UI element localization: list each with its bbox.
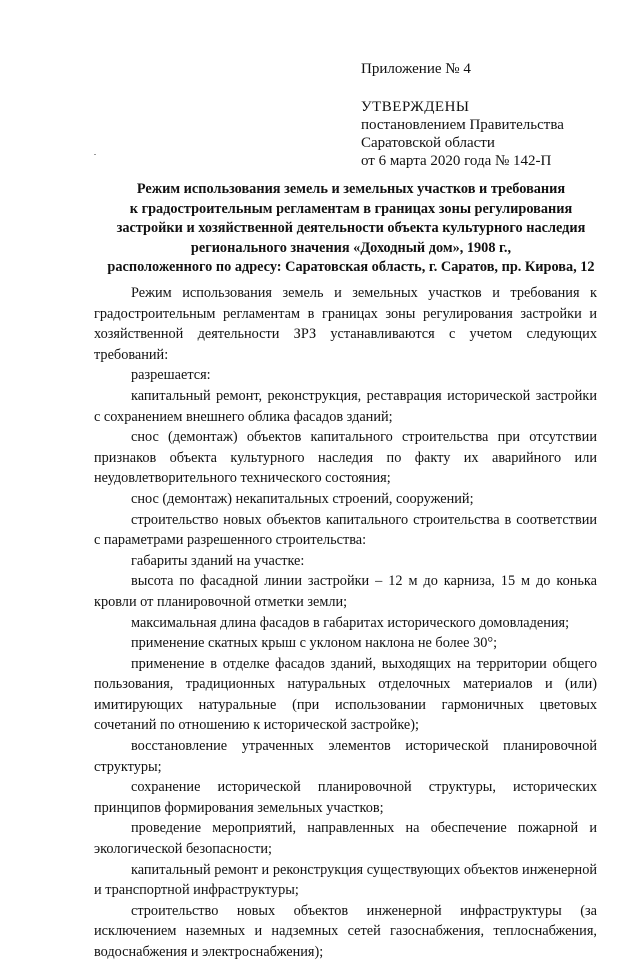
approval-line: Саратовской области xyxy=(361,135,495,151)
body-paragraph: строительство новых объектов капитального строительства в соответствии с параметрами разрешенного строительства: xyxy=(94,511,597,549)
title-line: к градостроительным регламентам в границах зоны регулирования xyxy=(129,200,573,217)
document-title xyxy=(88,180,614,278)
scan-artifact xyxy=(94,154,96,155)
body-paragraph: высота по фасадной линии застройки – 12 м до карниза, 15 м до конька кровли от планировочной отметки земли; xyxy=(94,573,597,610)
body-paragraph: применение в отделке фасадов зданий, выходящих на территории общего пользования, традиционных натуральных отделочных материалов и (или) имитирующих натуральные (при использовании гармоничных цветовых сочетаний по отношению к исторической застройке); xyxy=(94,655,597,734)
approval-block xyxy=(361,60,621,170)
body-paragraph: разрешается: xyxy=(131,367,211,384)
body-paragraph: капитальный ремонт и реконструкция существующих объектов инженерной и транспортной инфраструктуры; xyxy=(94,861,597,899)
body-paragraph: восстановление утраченных элементов исторической планировочной структуры; xyxy=(94,738,597,775)
body-paragraph: применение скатных крыш с уклоном наклона не более 30°; xyxy=(131,635,498,652)
appendix-number: Приложение № 4 xyxy=(361,61,471,77)
body-paragraph: капитальный ремонт, реконструкция, реставрация исторической застройки с сохранением внешнего облика фасадов зданий; xyxy=(94,387,597,425)
approval-line: постановлением Правительства xyxy=(361,117,564,133)
body-paragraph: максимальная длина фасадов в габаритах исторического домовладения; xyxy=(131,614,570,631)
title-line: регионального значения «Доходный дом», 1908 г., xyxy=(190,239,512,256)
body-paragraph: Режим использования земель и земельных участков и требования к градостроительным регламентам в границах зоны регулирования застройки и хозяйственной деятельности ЗРЗ устанавливаются с учетом следующих требований: xyxy=(94,285,597,363)
body-paragraph: строительство новых объектов инженерной инфраструктуры (за исключением наземных и надземных сетей газоснабжения, теплоснабжения, водоснабжения и электроснабжения); xyxy=(94,902,597,960)
document-body xyxy=(94,283,597,963)
title-line: расположенного по адресу: Саратовская область, г. Саратов, пр. Кирова, 12 xyxy=(107,259,595,275)
body-paragraph: габариты зданий на участке: xyxy=(131,552,305,569)
approval-line: от 6 марта 2020 года № 142-П xyxy=(361,153,552,169)
title-line: застройки и хозяйственной деятельности объекта культурного наследия xyxy=(116,220,586,236)
body-paragraph: снос (демонтаж) объектов капитального строительства при отсутствии признаков объекта культурного наследия по факту их аварийного или неудовлетворительного технического состояния; xyxy=(94,429,597,487)
body-paragraph: снос (демонтаж) некапитальных строений, сооружений; xyxy=(131,490,474,507)
title-line: Режим использования земель и земельных участков и требования xyxy=(136,181,566,197)
approved-heading: УТВЕРЖДЕНЫ xyxy=(361,99,470,115)
body-paragraph: проведение мероприятий, направленных на обеспечение пожарной и экологической безопасности; xyxy=(94,820,597,858)
body-paragraph: сохранение исторической планировочной структуры, исторических принципов формирования земельных участков; xyxy=(94,779,597,816)
